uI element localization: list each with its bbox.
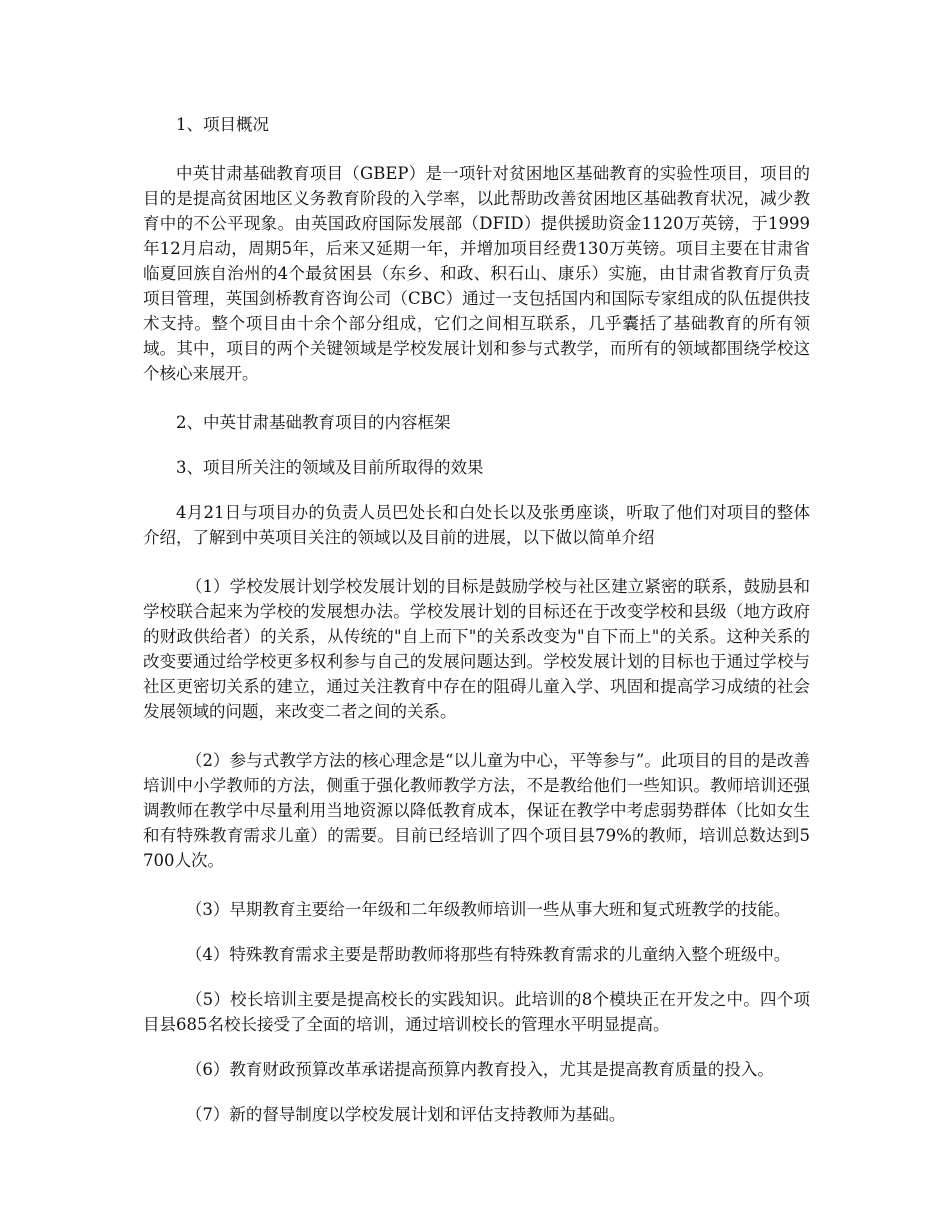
item-special-education-needs: （4）特殊教育需求主要是帮助教师将那些有特殊教育需求的儿童纳入整个班级中。	[185, 945, 791, 964]
section-heading-3: 3、项目所关注的领域及目前所取得的效果	[176, 458, 484, 477]
item-early-education: （3）早期教育主要给一年级和二年级教师培训一些从事大班和复式班教学的技能。	[185, 900, 791, 919]
item-principal-training: （5）校长培训主要是提高校长的实践知识。此培训的8个模块正在开发之中。四个项目县685名校长接受了全面的培训，通过培训校长的管理水平明显提高。	[143, 990, 810, 1034]
overview-paragraph: 中英甘肃基础教育项目（GBEP）是一项针对贫困地区基础教育的实验性项目，项目的目的是提高贫困地区义务教育阶段的入学率，以此帮助改善贫困地区基础教育状况，减少教育中的不公平现象。由英国政府国际发展部（DFID）提供援助资金1120万英镑，于1999年12月启动，周期5年，后来又延期一年，并增加项目经费130万英镑。项目主要在甘肃省临夏回族自治州的4个最贫困县（东乡、和政、积石山、康乐）实施，由甘肃省教育厅负责项目管理，英国剑桥教育咨询公司（CBC）通过一支包括国内和国际专家组成的队伍提供技术支持。整个项目由十余个部分组成，它们之间相互联系，几乎囊括了基础教育的所有领域。其中，项目的两个关键领域是学校发展计划和参与式教学，而所有的领域都围绕学校这个核心来展开。	[143, 164, 810, 383]
section-heading-1: 1、项目概况	[176, 115, 269, 134]
document-body	[143, 112, 810, 1127]
intro-paragraph: 4月21日与项目办的负责人员巴处长和白处长以及张勇座谈，听取了他们对项目的整体介绍，了解到中英项目关注的领域以及目前的进展，以下做以简单介绍	[143, 503, 810, 547]
item-school-development-plan: （1）学校发展计划学校发展计划的目标是鼓励学校与社区建立紧密的联系，鼓励县和学校联合起来为学校的发展想办法。学校发展计划的目标还在于改变学校和县级（地方政府的财政供给者）的关系，从传统的"自上而下"的关系改变为"自下而上"的关系。这种关系的改变要通过给学校更多权利参与自己的发展问题达到。学校发展计划的目标也于通过学校与社区更密切关系的建立，通过关注教育中存在的阻碍儿童入学、巩固和提高学习成绩的社会发展领域的问题，来改变二者之间的关系。	[143, 577, 810, 721]
section-heading-2: 2、中英甘肃基础教育项目的内容框架	[176, 413, 451, 432]
item-participatory-teaching: （2）参与式教学方法的核心理念是“以儿童为中心，平等参与”。此项目的目的是改善培训中小学教师的方法，侧重于强化教师教学方法，不是教给他们一些知识。教师培训还强调教师在教学中尽量利用当地资源以降低教育成本，保证在教学中考虑弱势群体（比如女生和有特殊教育需求儿童）的需要。目前已经培训了四个项目县79%的教师，培训总数达到5700人次。	[143, 751, 810, 870]
item-supervision-system: （7）新的督导制度以学校发展计划和评估支持教师为基础。	[185, 1105, 626, 1124]
item-budget-reform: （6）教育财政预算改革承诺提高预算内教育投入，尤其是提高教育质量的投入。	[185, 1060, 774, 1079]
